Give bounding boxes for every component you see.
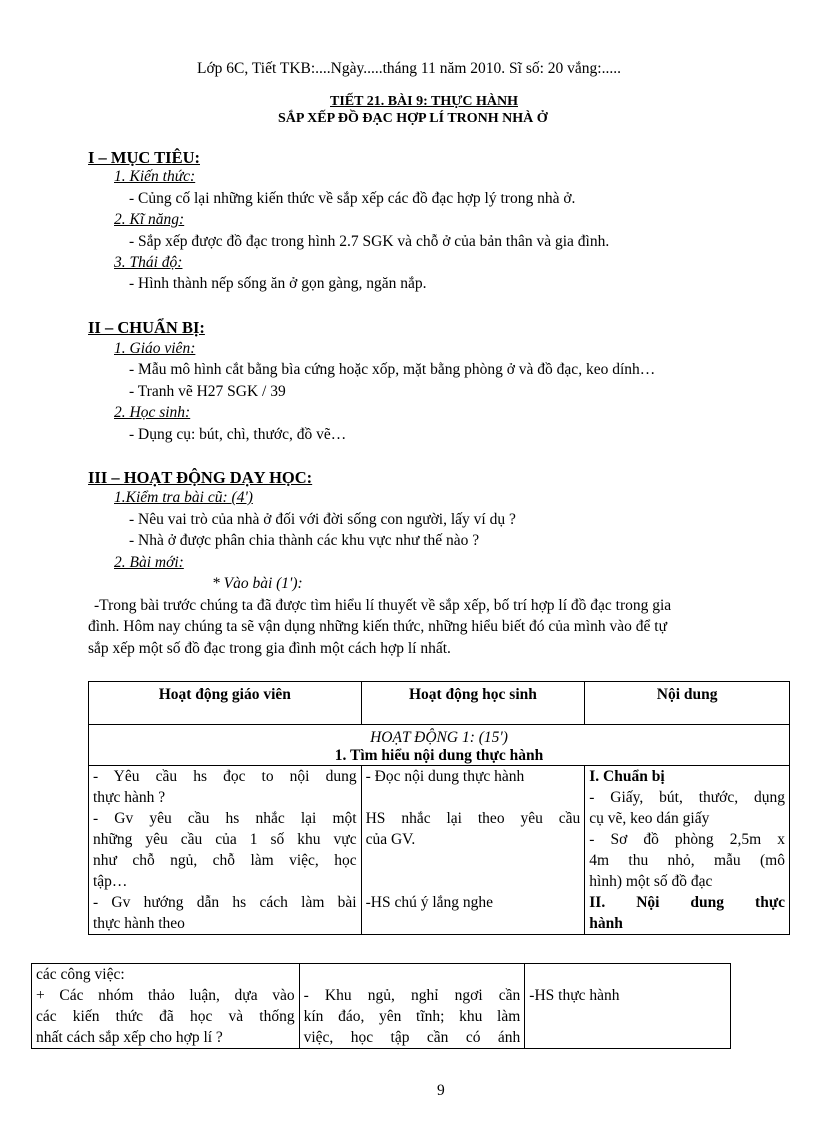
header-teacher-activity: Hoạt động giáo viên [89, 682, 362, 725]
student-line [366, 850, 581, 871]
student-activity-cell [299, 964, 525, 1049]
intro-paragraph-line-1: -Trong bài trước chúng ta đã được tìm hiểu lí thuyết về sắp xếp, bố trí hợp lí đồ đạc trong gia [94, 597, 672, 614]
teacher-line: như chỗ ngủ, chỗ làm việc, học [93, 852, 357, 869]
teacher-line: nhất cách sắp xếp cho hợp lí ? [36, 1029, 223, 1046]
subheading-review: 1.Kiểm tra bài cũ: (4') [114, 489, 253, 506]
content-cell [585, 766, 790, 935]
subheading-knowledge: 1. Kiến thức: [114, 168, 196, 185]
activity-table-continued [31, 963, 731, 1049]
intro-paragraph-line-2: đình. Hôm nay chúng ta sẽ vận dụng những kiến thức, những hiểu biết đó của mình vào để tự [88, 618, 668, 635]
content-cell [525, 964, 731, 1049]
teacher-prep-item-2: - Tranh vẽ H27 SGK / 39 [129, 383, 286, 400]
section-objectives-heading: I – MỤC TIÊU: [88, 148, 200, 167]
student-line: kín đáo, yên tĩnh; khu làm [303, 1008, 521, 1025]
lesson-subtitle: SẮP XẾP ĐỒ ĐẠC HỢP LÍ TRONH NHÀ Ở [278, 111, 548, 126]
teacher-prep-item-1: - Mẫu mô hình cắt bằng bìa cứng hoặc xốp, mặt bằng phòng ở và đồ đạc, keo dính… [129, 361, 656, 378]
content-line: 4m thu nhỏ, mẫu (mô [589, 852, 785, 869]
activity-label: HOẠT ĐỘNG 1: (15') [370, 729, 508, 746]
content-line: hình) một số đồ đạc [589, 873, 713, 890]
student-activity-cell [361, 766, 585, 935]
teacher-line: các công việc: [36, 966, 125, 983]
content-line [529, 964, 726, 985]
teacher-activity-cell [89, 766, 362, 935]
lesson-title: TIẾT 21. BÀI 9: THỰC HÀNH [330, 94, 518, 109]
content-heading-preparation: I. Chuẩn bị [589, 768, 665, 785]
subheading-new-lesson: 2. Bài mới: [114, 554, 184, 571]
student-line: việc, học tập cần có ánh [303, 1029, 521, 1046]
teacher-line: thực hành ? [93, 789, 166, 806]
teacher-line: những yêu cầu của 1 số khu vực [93, 831, 357, 848]
student-line: - Đọc nội dung thực hành [365, 768, 525, 785]
subheading-attitude: 3. Thái độ: [114, 254, 183, 271]
table-header-row [89, 682, 790, 725]
teacher-line: + Các nhóm thảo luận, dựa vào [36, 987, 295, 1004]
teacher-activity-cell [32, 964, 300, 1049]
content-line: cụ vẽ, keo dán giấy [589, 810, 710, 827]
page-number: 9 [437, 1082, 445, 1099]
activity-table [88, 681, 790, 935]
section-preparation-heading: II – CHUẨN BỊ: [88, 318, 205, 337]
section-activities-heading: III – HOẠT ĐỘNG DẠY HỌC: [88, 468, 313, 487]
student-prep-item: - Dụng cụ: bút, chì, thước, đồ vẽ… [129, 426, 347, 443]
content-heading-practice: II. Nội dung thực [589, 894, 785, 911]
content-line: - Giấy, bút, thước, dụng [589, 789, 785, 806]
student-line: -HS chú ý lắng nghe [365, 894, 494, 911]
student-line [366, 871, 581, 892]
class-info-line: Lớp 6C, Tiết TKB:....Ngày.....tháng 11 năm 2010. Sĩ số: 20 vắng:..... [197, 60, 621, 77]
teacher-line: - Gv hướng dẫn hs cách làm bài [93, 894, 357, 911]
student-line: - Khu ngủ, nghỉ ngơi cần [303, 987, 521, 1004]
review-question-2: - Nhà ở được phân chia thành các khu vực như thế nào ? [129, 532, 480, 549]
objective-skills: - Sắp xếp được đồ đạc trong hình 2.7 SGK và chỗ ở của bản thân và gia đình. [129, 233, 610, 250]
teacher-line: - Gv yêu cầu hs nhắc lại một [93, 810, 357, 827]
student-line [366, 787, 581, 808]
student-line: của GV. [365, 831, 416, 848]
table-row [89, 766, 790, 935]
teacher-line: - Yêu cầu hs đọc to nội dung [93, 768, 357, 785]
content-heading-practice-cont: hành [589, 915, 623, 932]
student-line [304, 964, 521, 985]
activity-title: 1. Tìm hiểu nội dung thực hành [334, 747, 544, 764]
activity-title-row [89, 725, 790, 766]
content-line: -HS thực hành [529, 987, 620, 1004]
subheading-teacher: 1. Giáo viên: [114, 340, 196, 357]
objective-attitude: - Hình thành nếp sống ăn ở gọn gàng, ngăn nắp. [129, 275, 427, 292]
header-student-activity: Hoạt động học sinh [361, 682, 585, 725]
table-row [32, 964, 731, 1049]
student-line: HS nhắc lại theo yêu cầu [365, 810, 581, 827]
intro-paragraph-line-3: sắp xếp một số đồ đạc trong gia đình một cách hợp lí nhất. [88, 640, 451, 657]
teacher-line: tập… [93, 873, 128, 890]
content-line: - Sơ đồ phòng 2,5m x [589, 831, 785, 848]
activity-title-cell [89, 725, 790, 766]
subheading-skills: 2. Kĩ năng: [114, 211, 185, 228]
subheading-student: 2. Học sinh: [114, 404, 191, 421]
intro-label: * Vào bài (1'): [212, 575, 303, 592]
review-question-1: - Nêu vai trò của nhà ở đối với đời sống con người, lấy ví dụ ? [129, 511, 516, 528]
teacher-line: các kiến thức đã học và thống [36, 1008, 295, 1025]
objective-knowledge: - Củng cố lại những kiến thức về sắp xếp các đồ đạc hợp lý trong nhà ở. [129, 190, 576, 207]
teacher-line: thực hành theo [93, 915, 185, 932]
header-content: Nội dung [585, 682, 790, 725]
